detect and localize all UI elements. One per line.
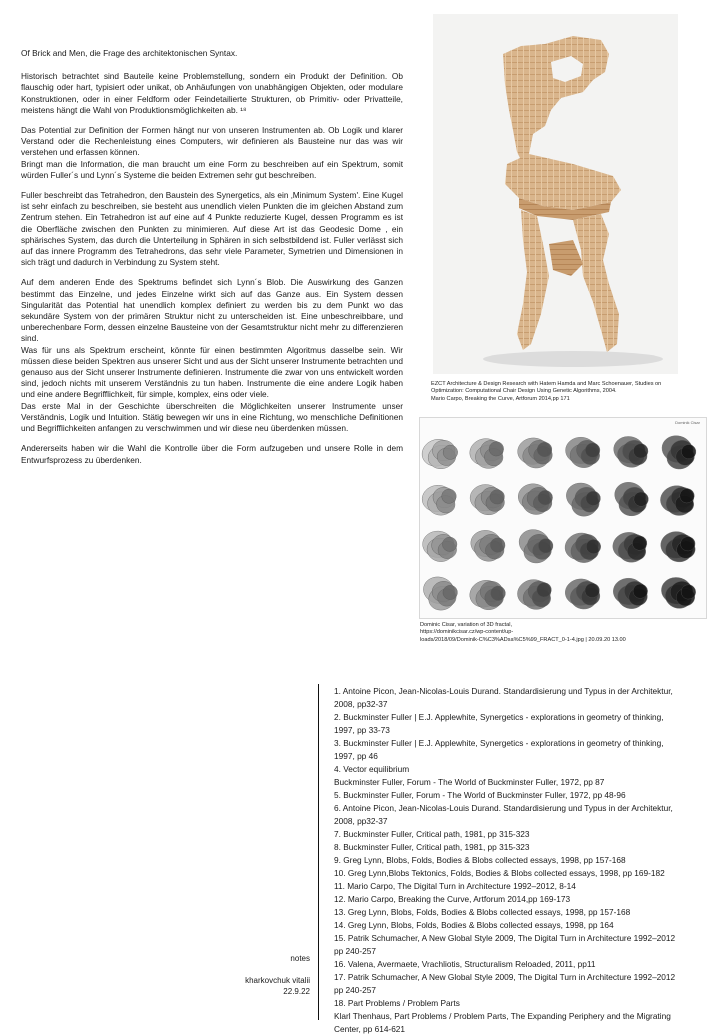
figure2-header: Dominik Cisar	[675, 420, 700, 425]
reference-line: 14. Greg Lynn, Blobs, Folds, Bodies & Blobs collected essays, 1998, pp 164	[334, 920, 614, 930]
reference-line: 2. Buckminster Fuller | E.J. Applewhite, Synergetics - explorations in geometry of thinking,	[334, 712, 664, 722]
caption-line: Optimization: Computational Chair Design Using Genetic Algorithms, 2004.	[431, 388, 617, 395]
reference-line: Center, pp 614-621	[334, 1024, 406, 1034]
reference-line: pp 240-257	[334, 946, 376, 956]
reference-line: 12. Mario Carpo, Breaking the Curve, Artforum 2014,pp 169-173	[334, 894, 571, 904]
fractal-thumbnail	[515, 577, 553, 611]
article-title: Of Brick and Men, die Frage des architektonischen Syntax.	[21, 48, 238, 58]
reference-line: 1997, pp 33-73	[334, 725, 390, 735]
fractal-thumbnail	[467, 436, 505, 470]
caption-line: Mario Carpo, Breaking the Curve, Artforum 2014,pp 171	[431, 395, 570, 402]
fractal-thumbnail	[658, 483, 697, 517]
fractal-thumbnail	[611, 478, 650, 518]
fractal-thumbnail	[611, 530, 649, 563]
fractal-thumbnail	[466, 576, 507, 612]
article-paragraph: Was für uns als Spektrum erscheint, könnte für einen bestimmten Algoritmus dasselbe sein. Wir müssen diese beiden Spektren aus unserer Sicht und aus der Sicht unserer Instrumente betrachten und genauso aus der Sicht unserer Instrumente definieren. Instrumente die zwar von uns entwickelt worden sind, jedoch nichts mit unserem Verständnis zu tun haben. Instrumente die eine andere Logik haben und eine andere Begrifflichkeit, für simple, komplex, eins oder viele.	[21, 344, 403, 400]
fractal-thumbnail	[660, 575, 696, 611]
fractal-thumbnail	[562, 529, 603, 564]
reference-line: 8. Buckminster Fuller, Critical path, 1981, pp 315-323	[334, 842, 530, 852]
article-paragraph: Auf dem anderen Ende des Spektrums befindet sich Lynn´s Blob. Die Auswirkung des Ganzen bestimmt das Einzelne, und jedes Einzelne wirkt sich auf das Ganze aus. Ein System dessen Singularität das Potential hat unendlich komplex definiert zu werden bis zu dem Punkt wo das sekundäre System von der primären Struktur nicht zu unterscheiden ist. Eine unbeschreibbare, und unberechenbare Form, dessen einzelne Bausteine von der Gesamtstruktur nicht mehr zu differenzieren sind.	[21, 277, 403, 344]
fractal-thumbnail	[565, 437, 601, 470]
fractal-thumbnail	[421, 574, 459, 614]
article-paragraph: Das Potential zur Definition der Formen hängt nur von unseren Instrumenten ab. Ob Logik und klarer Verstand oder die Rechenleistung eines Computers, wir definieren als Bausteine nur das was wir verstehen und erfassen können.	[21, 125, 403, 158]
reference-line: 5. Buckminster Fuller, Forum - The World of Buckminster Fuller, 1972, pp 48-96	[334, 790, 626, 800]
fractal-thumbnail	[612, 434, 648, 470]
vertical-divider	[318, 684, 319, 1020]
figure2-caption	[420, 622, 710, 644]
reference-line: 1. Antoine Picon, Jean-Nicolas-Louis Durand. Standardisierung und Typus in der Architektur,	[334, 686, 673, 696]
fractal-thumbnail	[660, 531, 697, 563]
article-paragraph: Fuller beschreibt das Tetrahedron, den Baustein des Synergetics, als ein ‚Minimum System'. Eine Kugel ist sehr einfach zu beschreiben, sie besteht aus unendlich vielen Punkten die im gleichen Abstand zum Zentrum stehen. Ein Tetrahedron ist auf eine auf 4 Punkte reduzierte Kugel, dessen Programm es ist die Oberfläche zwischen den Punkten zu minimieren. Auf diese Art ist das Geodesic Dome , ein sphärisches System, das durch die Unterteilung in Sphären in sich selbstbildend ist. Fuller verlässt sich auf das innere Programm des Tetrahedrons, das sehr viele Parameter, Symetrien und Dimensionen in sich trägt und dadurch in Verbindung zu System steht.	[21, 190, 403, 268]
fractal-thumbnail	[516, 526, 554, 566]
reference-line: 6. Antoine Picon, Jean-Nicolas-Louis Durand. Standardisierung und Typus in der Architektur,	[334, 803, 673, 813]
article-paragraph: Das erste Mal in der Geschichte überschreiten die Möglichkeiten unserer Instrumente unser Verständnis, Logik und Intuition. Stätig bewegen wir uns in eine Richtung, wo menschliche Definitionen und Begrifflichkeiten anfangen zu verschwimmen und wir diese neu überdenken müssen.	[21, 400, 403, 434]
fractal-thumbnail	[613, 578, 649, 611]
fractal-variations-image	[419, 417, 707, 619]
fractal-thumbnail	[420, 435, 459, 471]
author-name: kharkovchuk vitalii	[245, 976, 310, 985]
caption-line: Dominic Cisar, variation of 3D fractal,	[420, 622, 513, 628]
article-paragraph: Bringt man die Information, die man braucht um eine Form zu beschreiben auf ein Spektrum, somit würden Fuller´s und Lynn´s Systeme die beiden Extremen sehr gut beschreiben.	[21, 158, 403, 180]
reference-line: 10. Greg Lynn,Blobs Tektonics, Folds, Bodies & Blobs collected essays, 1998, pp 169-182	[334, 868, 665, 878]
notes-label: notes	[290, 954, 310, 963]
voxel-chair-photo	[433, 14, 678, 374]
reference-line: 3. Buckminster Fuller | E.J. Applewhite, Synergetics - explorations in geometry of thinking,	[334, 738, 664, 748]
reference-line: 18. Part Problems / Problem Parts	[334, 998, 460, 1008]
fractal-thumbnail	[517, 483, 553, 518]
caption-line: https://dominikcisar.cz/wp-content/up-	[420, 629, 514, 636]
reference-line: Buckminster Fuller, Forum - The World of Buckminster Fuller, 1972, pp 87	[334, 777, 605, 787]
reference-line: 9. Greg Lynn, Blobs, Folds, Bodies & Blobs collected essays, 1998, pp 157-168	[334, 855, 626, 865]
references-list	[334, 685, 714, 1036]
fractal-thumbnail	[469, 528, 506, 564]
fractal-thumbnail	[659, 432, 697, 472]
fractal-thumbnail	[422, 531, 458, 564]
reference-line: 11. Mario Carpo, The Digital Turn in Architecture 1992–2012, 8-14	[334, 881, 576, 891]
fractal-thumbnail	[564, 577, 602, 609]
reference-line: 4. Vector equilibrium	[334, 764, 410, 774]
voxel-chair-illustration	[433, 14, 678, 374]
reference-line: 7. Buckminster Fuller, Critical path, 1981, pp 315-323	[334, 829, 530, 839]
fractal-grid	[420, 418, 706, 618]
reference-line: 2008, pp32-37	[334, 699, 388, 709]
caption-line: EZCT Architecture & Design Research with Hatem Hamda and Marc Schoenauer, Studies on	[431, 381, 662, 387]
figure1-caption	[431, 381, 713, 403]
fractal-thumbnail	[470, 484, 507, 516]
reference-line: 13. Greg Lynn, Blobs, Folds, Bodies & Blobs collected essays, 1998, pp 157-168	[334, 907, 631, 917]
fractal-thumbnail	[564, 480, 602, 519]
article-paragraph: Historisch betrachtet sind Bauteile keine Problemstellung, sondern ein Produkt der Definition. Ob flauschig oder hart, typisiert oder unikat, ob Anhäufungen von unabhängigen Objekten, oder modulare Konstruktionen, oder in einer Feldform oder Feindetailierte Strukturen, ob Primitiv- oder Privatteile, meistens hängt die Wahl von Produktionsmöglichkeiten ab. ¹⁸	[21, 71, 403, 115]
article-body	[21, 48, 403, 475]
reference-line: 16. Valena, Avermaete, Vrachliotis, Structuralism Reloaded, 2011, pp11	[334, 959, 596, 969]
caption-line: loads/2018/09/Dominik-C%C3%ADsa%C5%99_FRACT_0-1-4.jpg | 20.09.20 13.00	[420, 636, 626, 643]
reference-line: 17. Patrik Schumacher, A New Global Style 2009, The Digital Turn in Architecture 1992–2012	[334, 972, 676, 982]
reference-line: 1997, pp 46	[334, 751, 378, 761]
date-label: 22.9.22	[283, 987, 310, 996]
reference-line: 2008, pp32-37	[334, 816, 388, 826]
reference-line: pp 240-257	[334, 985, 376, 995]
reference-line: 15. Patrik Schumacher, A New Global Style 2009, The Digital Turn in Architecture 1992–2012	[334, 933, 676, 943]
reference-line: Klarl Thenhaus, Part Problems / Problem Parts, The Expanding Periphery and the Migrating	[334, 1011, 671, 1021]
article-paragraph: Andererseits haben wir die Wahl die Kontrolle über die Form aufzugeben und unsere Rolle in dem Entwurfsprozess zu überdenken.	[21, 443, 403, 465]
fractal-thumbnail	[516, 436, 554, 468]
fractal-thumbnail	[420, 483, 457, 515]
